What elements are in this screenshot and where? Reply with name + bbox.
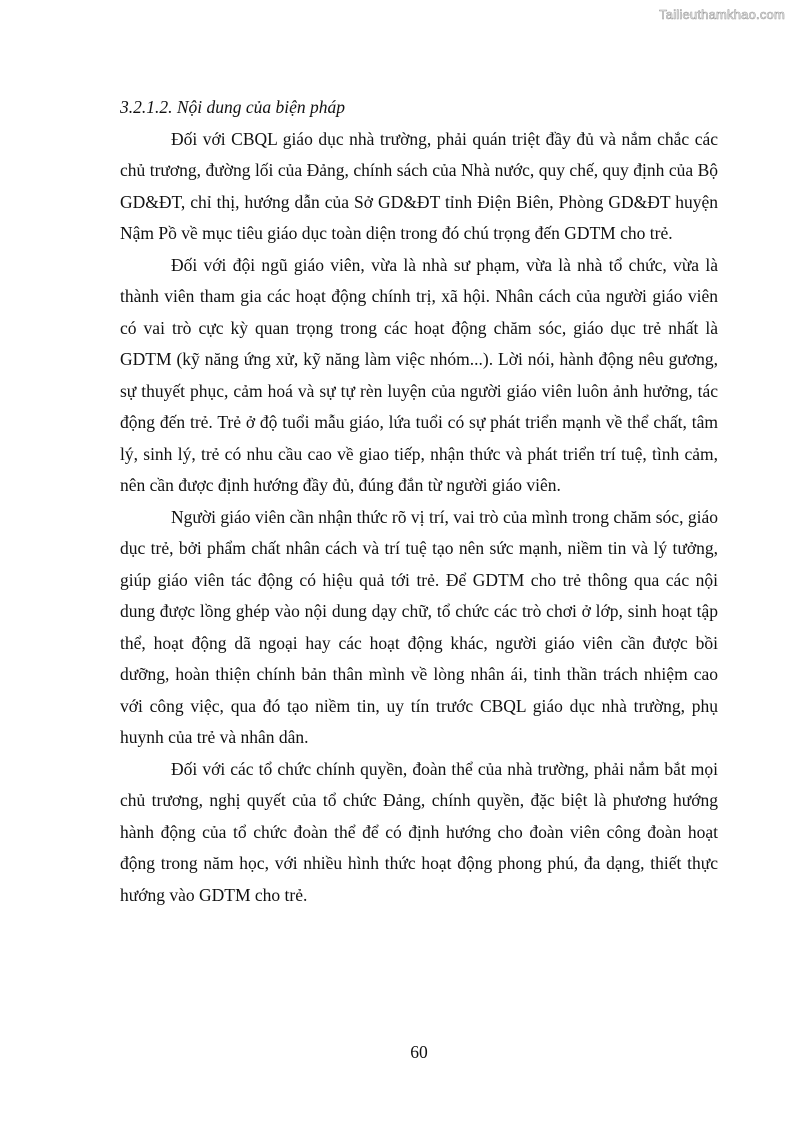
watermark: Tailieuthamkhao.com [659,7,785,22]
paragraph-teachers: Đối với đội ngũ giáo viên, vừa là nhà sư phạm, vừa là nhà tổ chức, vừa là thành viên tham gia các hoạt động chính trị, xã hội. Nhân cách của người giáo viên có vai trò cực kỳ quan trọng trong các hoạt động chăm sóc, giáo dục trẻ nhất là GDTM (kỹ năng ứng xử, kỹ năng làm việc nhóm...). Lời nói, hành động nêu gương, sự thuyết phục, cảm hoá và sự tự rèn luyện của người giáo viên luôn ảnh hưởng, tác động đến trẻ. Trẻ ở độ tuổi mẫu giáo, lứa tuổi có sự phát triển mạnh về thể chất, tâm lý, sinh lý, trẻ có nhu cầu cao về giao tiếp, nhận thức và phát triển trí tuệ, tình cảm, nên cần được định hướng đầy đủ, đúng đắn từ người giáo viên. [120,254,718,495]
paragraph-teacher-role: Người giáo viên cần nhận thức rõ vị trí, vai trò của mình trong chăm sóc, giáo dục trẻ, bởi phẩm chất nhân cách và trí tuệ tạo nên sức mạnh, niềm tin và lý tưởng, giúp giáo viên tác động có hiệu quả tới trẻ. Để GDTM cho trẻ thông qua các nội dung được lồng ghép vào nội dung dạy chữ, tổ chức các trò chơi ở lớp, sinh hoạt tập thể, hoạt động dã ngoại hay các hoạt động khác, người giáo viên cần được bồi dưỡng, hoàn thiện chính bản thân mình về lòng nhân ái, tinh thần trách nhiệm cao với công việc, qua đó tạo niềm tin, uy tín trước CBQL giáo dục nhà trường, phụ huynh của trẻ và nhân dân. [120,506,718,747]
section-heading: 3.2.1.2. Nội dung của biện pháp [120,97,346,117]
paragraph-organizations: Đối với các tổ chức chính quyền, đoàn thể của nhà trường, phải nắm bắt mọi chủ trương, nghị quyết của tổ chức Đảng, chính quyền, đặc biệt là phương hướng hành động của tổ chức đoàn thể để có định hướng cho đoàn viên công đoàn hoạt động trong năm học, với nhiều hình thức hoạt động phong phú, đa dạng, thiết thực hướng vào GDTM cho trẻ. [120,758,718,905]
page-content [120,92,718,911]
page-number: 60 [410,1042,428,1062]
paragraph-cbql: Đối với CBQL giáo dục nhà trường, phải quán triệt đầy đủ và nắm chắc các chủ trương, đường lối của Đảng, chính sách của Nhà nước, quy chế, quy định của Bộ GD&ĐT, chỉ thị, hướng dẫn của Sở GD&ĐT tỉnh Điện Biên, Phòng GD&ĐT huyện Nậm Pồ về mục tiêu giáo dục toàn diện trong đó chú trọng đến GDTM cho trẻ. [120,128,718,243]
